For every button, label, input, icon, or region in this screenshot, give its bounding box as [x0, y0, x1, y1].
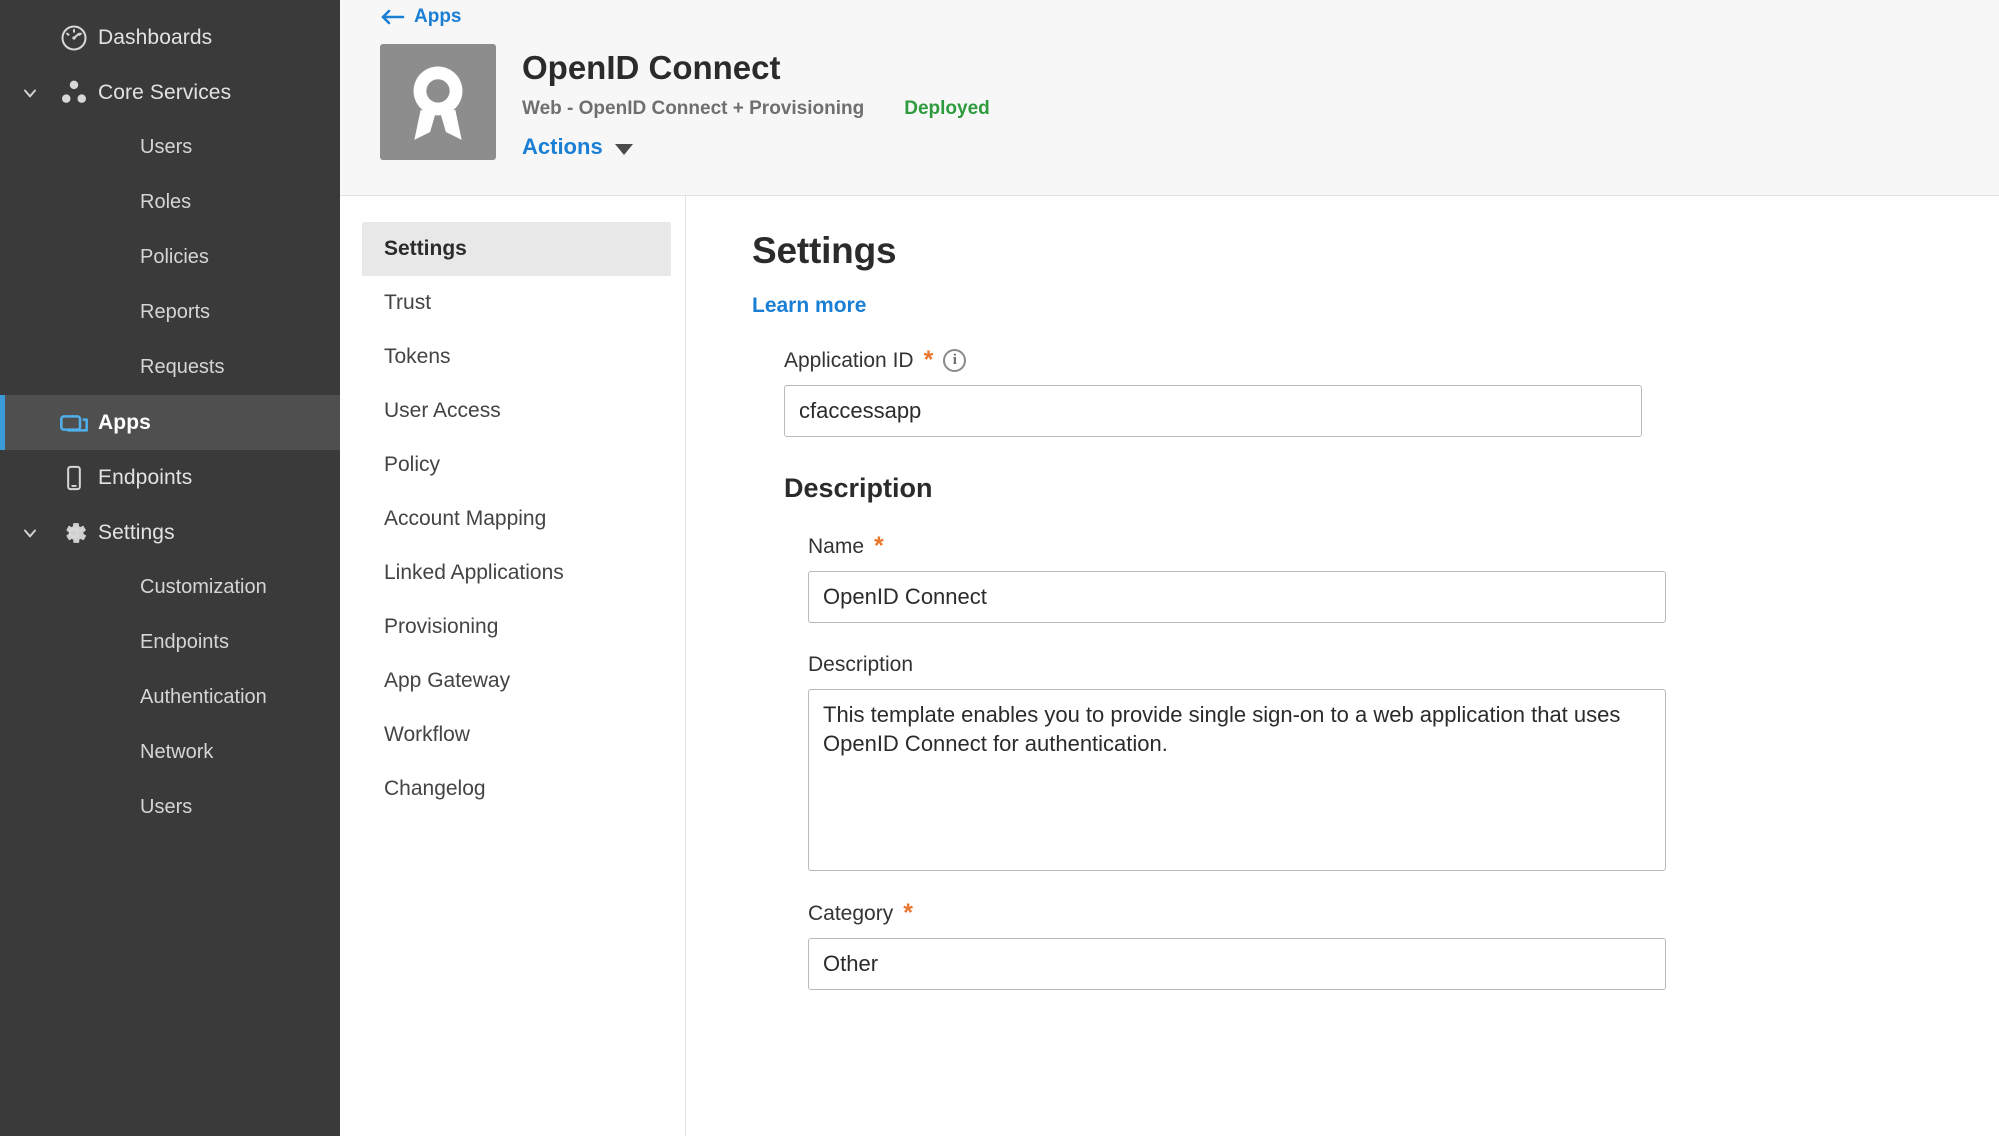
sidebar-item-label: Reports — [140, 301, 211, 323]
required-asterisk: * — [903, 899, 913, 927]
gauge-icon — [50, 23, 98, 53]
chevron-down-icon[interactable] — [10, 523, 50, 543]
sidebar-item-dashboards[interactable] — [0, 10, 340, 65]
sidebar-item-label: Endpoints — [140, 631, 229, 653]
app-subtitle-row — [522, 98, 990, 120]
sidebar-item-label: Apps — [98, 410, 151, 434]
category-label-row — [808, 901, 1999, 926]
tab-label: Trust — [384, 291, 432, 314]
sidebar-item-label: Users — [140, 136, 193, 158]
tab-workflow[interactable] — [362, 708, 671, 762]
app-identity — [340, 28, 1999, 160]
field-label: Name — [808, 534, 865, 558]
application-id-label-row — [784, 348, 1999, 373]
tab-linked-applications[interactable] — [362, 546, 671, 600]
application-id-input[interactable] — [784, 385, 1642, 437]
sidebar-item-settings-endpoints[interactable] — [0, 615, 340, 670]
field-label: Application ID — [784, 348, 914, 372]
sidebar-item-requests[interactable] — [0, 340, 340, 395]
breadcrumb[interactable] — [340, 0, 1999, 28]
apps-icon — [50, 407, 98, 439]
tab-user-access[interactable] — [362, 384, 671, 438]
sidebar-item-label: Network — [140, 741, 214, 763]
sidebar — [0, 0, 340, 1136]
main-area — [340, 0, 1999, 1136]
tab-settings[interactable] — [362, 222, 671, 276]
sidebar-item-apps[interactable] — [0, 395, 340, 450]
category-field — [808, 901, 1999, 990]
description-section-title: Description — [784, 473, 933, 503]
name-field — [808, 534, 1999, 623]
page-title: OpenID Connect — [522, 49, 781, 86]
application-id-field — [784, 348, 1999, 437]
name-label-row — [808, 534, 1999, 559]
sidebar-item-policies[interactable] — [0, 230, 340, 285]
sidebar-item-roles[interactable] — [0, 175, 340, 230]
learn-more-link[interactable]: Learn more — [752, 294, 867, 317]
tab-changelog[interactable] — [362, 762, 671, 816]
sidebar-item-endpoints[interactable] — [0, 450, 340, 505]
sidebar-item-customization[interactable] — [0, 560, 340, 615]
description-textarea[interactable] — [808, 689, 1666, 871]
info-icon[interactable]: i — [943, 349, 966, 372]
tab-label: Policy — [384, 453, 441, 476]
tab-label: User Access — [384, 399, 501, 422]
settings-heading: Settings — [752, 230, 897, 271]
chevron-down-icon[interactable] — [10, 83, 50, 103]
sidebar-item-reports[interactable] — [0, 285, 340, 340]
tab-label: Tokens — [384, 345, 451, 368]
tab-app-gateway[interactable] — [362, 654, 671, 708]
core-services-icon — [50, 78, 98, 108]
sidebar-item-label: Core Services — [98, 80, 232, 104]
app-meta — [496, 44, 990, 160]
sidebar-item-network[interactable] — [0, 725, 340, 780]
chevron-down-icon — [615, 144, 633, 155]
sidebar-item-label: Settings — [98, 520, 175, 544]
actions-label: Actions — [522, 134, 603, 160]
tab-label: Changelog — [384, 777, 486, 800]
back-arrow-icon — [380, 8, 406, 26]
app-header — [340, 0, 1999, 196]
sidebar-item-label: Requests — [140, 356, 225, 378]
sidebar-item-label: Authentication — [140, 686, 267, 708]
app-logo-icon — [380, 44, 496, 160]
tab-label: Account Mapping — [384, 507, 547, 530]
name-input[interactable] — [808, 571, 1666, 623]
tab-label: App Gateway — [384, 669, 511, 692]
device-icon — [50, 464, 98, 492]
required-asterisk: * — [874, 532, 884, 560]
sidebar-item-settings[interactable] — [0, 505, 340, 560]
breadcrumb-label: Apps — [414, 6, 462, 27]
sidebar-item-users[interactable] — [0, 120, 340, 175]
tab-account-mapping[interactable] — [362, 492, 671, 546]
sidebar-item-core-services[interactable] — [0, 65, 340, 120]
sidebar-item-label: Endpoints — [98, 465, 193, 489]
required-asterisk: * — [923, 346, 934, 374]
tab-tokens[interactable] — [362, 330, 671, 384]
sidebar-item-settings-users[interactable] — [0, 780, 340, 835]
field-label: Category — [808, 901, 894, 925]
tab-provisioning[interactable] — [362, 600, 671, 654]
tab-label: Settings — [384, 237, 467, 260]
status-badge: Deployed — [904, 98, 990, 120]
tab-label: Workflow — [384, 723, 470, 746]
sidebar-item-label: Users — [140, 796, 193, 818]
actions-menu[interactable] — [522, 134, 990, 160]
sidebar-item-label: Policies — [140, 246, 209, 268]
description-label-row — [808, 653, 1999, 677]
sidebar-item-authentication[interactable] — [0, 670, 340, 725]
body-area — [340, 196, 1999, 1136]
sidebar-item-label: Customization — [140, 576, 267, 598]
gear-icon — [50, 517, 98, 549]
settings-panel — [686, 196, 1999, 1136]
sidebar-item-label: Dashboards — [98, 25, 213, 49]
tab-label: Provisioning — [384, 615, 499, 638]
tab-label: Linked Applications — [384, 561, 564, 584]
tab-policy[interactable] — [362, 438, 671, 492]
field-label: Description — [808, 653, 914, 676]
tab-trust[interactable] — [362, 276, 671, 330]
settings-subnav — [340, 196, 686, 1136]
sidebar-item-label: Roles — [140, 191, 192, 213]
app-type-label: Web - OpenID Connect + Provisioning — [522, 98, 865, 120]
category-input[interactable] — [808, 938, 1666, 990]
description-field — [808, 653, 1999, 871]
